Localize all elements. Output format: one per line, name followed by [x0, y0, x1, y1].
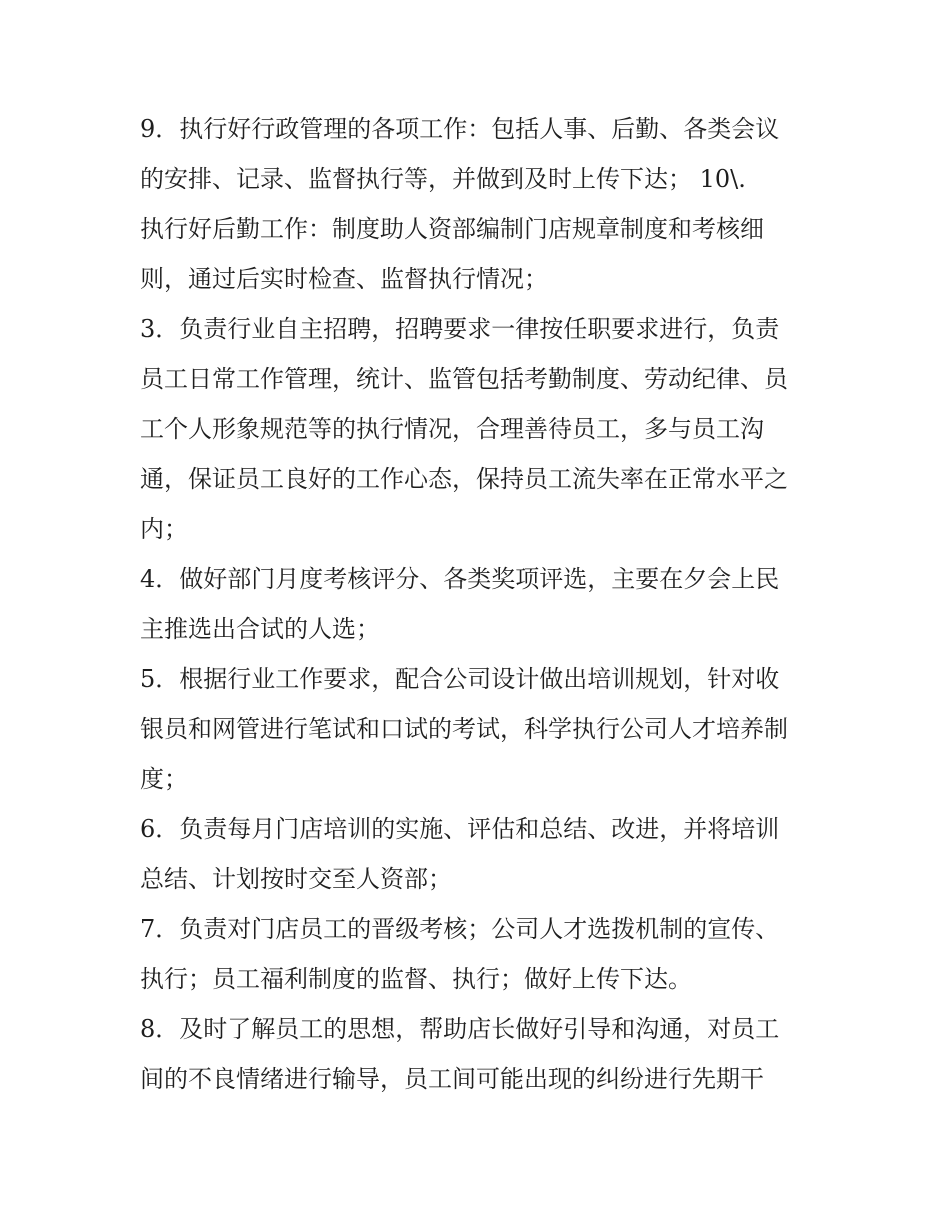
document-body	[140, 104, 820, 1104]
text-line-9: 内；	[140, 515, 188, 543]
text-line-20: 间的不良情绪进行输导，员工间可能出现的纠纷进行先期干	[140, 1065, 764, 1093]
text-line-3: 执行好后勤工作：制度助人资部编制门店规章制度和考核细	[140, 215, 764, 243]
text-line-2: 的安排、记录、监督执行等，并做到及时上传下达； 10\.	[140, 165, 746, 193]
text-line-12: 5．根据行业工作要求，配合公司设计做出培训规划，针对收	[140, 665, 780, 693]
text-line-18: 执行；员工福利制度的监督、执行；做好上传下达。	[140, 965, 692, 993]
text-line-10: 4．做好部门月度考核评分、各类奖项评选，主要在夕会上民	[140, 565, 780, 593]
text-line-15: 6．负责每月门店培训的实施、评估和总结、改进，并将培训	[140, 815, 780, 843]
text-line-8: 通，保证员工良好的工作心态，保持员工流失率在正常水平之	[140, 465, 788, 493]
text-line-4: 则，通过后实时检查、监督执行情况；	[140, 265, 548, 293]
text-line-5: 3．负责行业自主招聘，招聘要求一律按任职要求进行，负责	[140, 315, 780, 343]
text-line-19: 8．及时了解员工的思想，帮助店长做好引导和沟通，对员工	[140, 1015, 780, 1043]
text-line-11: 主推选出合试的人选；	[140, 615, 380, 643]
text-line-1: 9．执行好行政管理的各项工作：包括人事、后勤、各类会议	[140, 115, 780, 143]
text-line-6: 员工日常工作管理，统计、监管包括考勤制度、劳动纪律、员	[140, 365, 788, 393]
text-line-17: 7．负责对门店员工的晋级考核；公司人才选拨机制的宣传、	[140, 915, 780, 943]
text-line-14: 度；	[140, 765, 188, 793]
text-line-13: 银员和网管进行笔试和口试的考试，科学执行公司人才培养制	[140, 715, 788, 743]
text-line-16: 总结、计划按时交至人资部；	[140, 865, 452, 893]
text-line-7: 工个人形象规范等的执行情况，合理善待员工，多与员工沟	[140, 415, 764, 443]
